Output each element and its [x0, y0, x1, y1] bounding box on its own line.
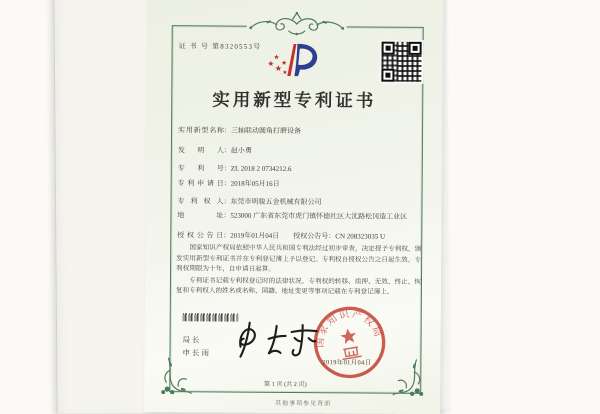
field-value: 三轴联动圆角打磨设备: [231, 126, 302, 136]
official-seal: [307, 300, 392, 385]
qr-code: [381, 42, 421, 82]
svg-text:国家知识产权局: [308, 303, 385, 350]
field-row-grant: 授权公告日 ： 2019年01月04日 授权公告号 ： CN 208323035 U: [177, 231, 386, 241]
field-label: 地址: [177, 211, 224, 220]
field-label: 专利申请日: [177, 179, 224, 188]
page-indicator: 第 1 页 (共 2 页): [263, 380, 307, 389]
field-label: 实用新型名称: [178, 126, 225, 135]
back-note: 其他事项参见背面: [275, 400, 332, 408]
field-value: ZL 2018 2 0734212.6: [230, 164, 292, 174]
field-label: 专利号: [177, 164, 224, 173]
boilerplate-paragraph-1: 国家知识产权局依照中华人民共和国专利法经过初步审查，决定授予专利权，颁发实用新型专利证书并在专利登记簿上予以登记。专利权自授权公告之日起生效。专利权期限为十年，自申请日起算。: [176, 244, 422, 274]
qr-finder-icon: [409, 42, 422, 55]
field-value: 东莞市明骏五金机械有限公司: [230, 197, 322, 207]
field-row-patentee: 专利权人 ： 东莞市明骏五金机械有限公司: [178, 197, 416, 208]
certificate-title: 实用新型专利证书: [212, 89, 377, 111]
field-row-filing-date: 专利申请日 ： 2018年05月16日: [178, 179, 416, 190]
field-row-patent-number: 专利号 ： ZL 2018 2 0734212.6: [178, 164, 416, 175]
field-label: 授权公告日: [177, 231, 224, 240]
bottom-left-flourish-ornament: [158, 356, 192, 394]
director-title: 局长: [182, 335, 202, 345]
field-value: 2018年05月16日: [230, 179, 280, 188]
seal-date: 2019年01月04日: [322, 359, 372, 367]
field-row-inventor: 发明人 ： 赵小勇: [178, 146, 416, 157]
field-row-address: 地址 ： 523000 广东省东莞市虎门镇怀德社区大沋路松冈造工业区: [177, 211, 415, 222]
field-label: 发明人: [177, 146, 224, 155]
seal-text: 国家知识产权局: [314, 308, 385, 349]
bottom-right-flourish-ornament: [392, 358, 426, 396]
certificate-page: [144, 0, 443, 414]
field-label: 专利权人: [177, 197, 224, 206]
certificate-number: 证 书 号 第8320553号: [178, 42, 262, 51]
legal-text: [176, 243, 421, 300]
cnipa-logo-icon: [264, 43, 322, 77]
top-flourish-ornament: [247, 9, 347, 44]
director-block: [182, 333, 211, 359]
field-value: CN 208323035 U: [335, 232, 386, 241]
field-value: 赵小勇: [230, 146, 252, 155]
field-value: 523000 广东省东莞市虎门镇怀德社区大沋路松冈造工业区: [230, 211, 408, 221]
qr-finder-icon: [382, 42, 395, 55]
qr-finder-icon: [381, 69, 394, 82]
field-row-invention-name: 实用新型名称 ： 三轴联动圆角打磨设备: [178, 126, 416, 137]
director-name: 申长雨: [182, 348, 212, 358]
field-label: 授权公告号: [293, 232, 329, 241]
field-value: 2019年01月04日: [230, 231, 280, 240]
boilerplate-paragraph-2: 专利证书记载专利权登记时的法律状况。专利权的转移、质押、无效、终止、恢复和专利权人的姓名或名称、国籍、地址变更等事项记载在专利登记簿上。: [175, 277, 422, 297]
